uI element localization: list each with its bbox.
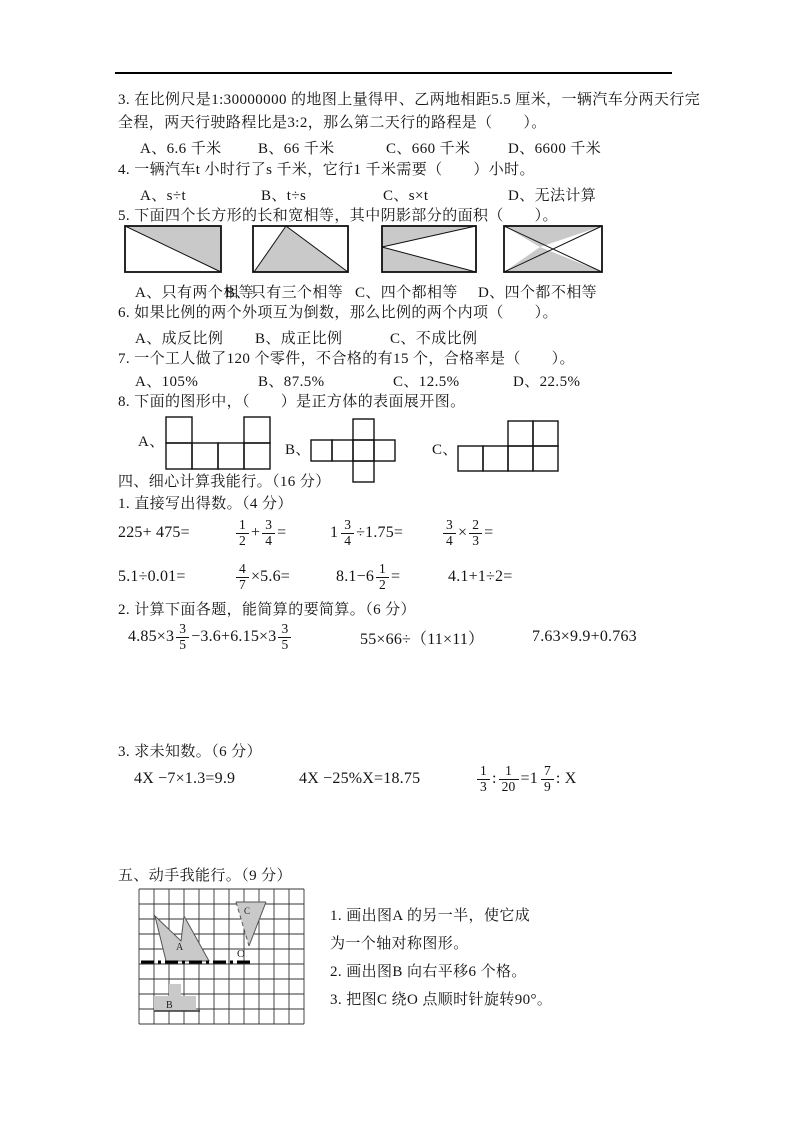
- q3-option-a: A、6.6 千米: [140, 141, 222, 157]
- q5-line1: 5. 下面四个长方形的长和宽相等，其中阴影部分的面积（ ）。: [118, 208, 558, 224]
- section4-title: 四、细心计算我能行。（16 分）: [118, 474, 331, 490]
- instruction-1a: 1. 画出图A 的另一半，使它成: [330, 908, 531, 924]
- q7-options: [118, 370, 718, 392]
- calc-row-1: [118, 512, 758, 554]
- q3-option-c: C、660 千米: [386, 141, 471, 157]
- shape-c: [236, 902, 266, 946]
- instruction-3: 3. 把图C 绕O 点顺时针旋转90°。: [330, 992, 553, 1008]
- shape-a: [155, 916, 209, 961]
- grid-figure: [138, 888, 305, 1025]
- q7-option-a: A、105%: [135, 374, 199, 390]
- q5-option-c: C、四个都相等: [355, 285, 458, 301]
- unknowns-row: [118, 758, 758, 800]
- q8-net-a-figure: [165, 416, 271, 470]
- q4-option-c: C、s×t: [383, 188, 429, 204]
- shape-b: [154, 984, 200, 1011]
- calc-row-2: [118, 556, 758, 598]
- q4-option-a: A、s÷t: [140, 188, 187, 204]
- q5-rect-4: [504, 226, 602, 272]
- expression-485: 4.85×3 $\frac{3}{5}$ −3.6+6.15×3 $\frac{3}{5}$: [128, 616, 293, 658]
- equation-proportion: $\frac{1}{3}$ : $\frac{1}{20}$ = 1 $\frac{7}{9}$ : X: [475, 758, 577, 800]
- shape-a-label: A: [176, 942, 184, 953]
- shape-c-label: C: [244, 906, 251, 916]
- q8-line1: 8. 下面的图形中，（ ）是正方体的表面展开图。: [118, 394, 466, 410]
- equation-half-plus: $\frac{1}{2}$ + $\frac{3}{4}$ =: [234, 512, 286, 554]
- q6-option-b: B、成正比例: [255, 331, 343, 347]
- q5-rectangles-figure: [124, 225, 604, 275]
- q5-rect-1: [125, 226, 221, 272]
- q8-net-b-label: B、: [285, 442, 311, 458]
- q6-option-c: C、不成比例: [390, 331, 478, 347]
- q5-option-a: A、只有两个相等: [135, 285, 255, 301]
- q8-net-a-label: A、: [138, 434, 165, 450]
- equation-5-1-div: 5.1÷0.01=: [118, 568, 186, 585]
- equation-4-7-times: $\frac{4}{7}$ ×5.6=: [234, 556, 290, 598]
- equation-4x-1: 4X −7×1.3=9.9: [134, 770, 236, 787]
- q7-option-c: C、12.5%: [393, 374, 460, 390]
- q5-option-b: B、只有三个相等: [225, 285, 344, 301]
- instruction-1b: 为一个轴对称图形。: [330, 936, 469, 952]
- q5-rect-3: [382, 226, 476, 272]
- q6-line1: 6. 如果比例的两个外项互为倒数，那么比例的两个内项（ ）。: [118, 305, 558, 321]
- equation-4-1-plus: 4.1+1÷2=: [448, 568, 513, 585]
- section4-sub3: 3. 求未知数。（6 分）: [118, 744, 262, 760]
- equation-frac-times: $\frac{3}{4}$ × $\frac{2}{3}$ =: [441, 512, 493, 554]
- q3-line2: 全程，两天行驶路程比是3:2，那么第二天行的路程是（ ）。: [118, 115, 547, 131]
- q5-rect-2: [253, 226, 348, 272]
- calc-row-3: [125, 616, 765, 658]
- q4-option-b: B、t÷s: [261, 188, 307, 204]
- shape-b-label: B: [166, 1000, 173, 1011]
- instruction-2: 2. 画出图B 向右平移6 个格。: [330, 964, 527, 980]
- section5-title: 五、动手我能行。（9 分）: [118, 868, 292, 884]
- q4-options: [118, 184, 718, 206]
- q3-line1: 3. 在比例尺是1:30000000 的地图上量得甲、乙两地相距5.5 厘米，一辆汽车分两天行完: [118, 92, 701, 108]
- q3-option-b: B、66 千米: [258, 141, 335, 157]
- q8-net-c-figure: [457, 420, 559, 472]
- equation-8-1-minus: 8.1−6 $\frac{1}{2}$ =: [336, 560, 401, 592]
- q4-line1: 4. 一辆汽车t 小时行了s 千米，它行1 千米需要（ ）小时。: [118, 162, 535, 178]
- equation-4x-2: 4X −25%X=18.75: [299, 770, 421, 787]
- q5-options: [118, 281, 718, 303]
- section4-sub1: 1. 直接写出得数。（4 分）: [118, 496, 293, 512]
- q3-option-d: D、6600 千米: [508, 141, 602, 157]
- section4-sub2: 2. 计算下面各题，能简算的要简算。（6 分）: [118, 602, 416, 618]
- q3-options: [118, 137, 718, 159]
- q8-net-c-label: C、: [432, 442, 458, 458]
- expression-763: 7.63×9.9+0.763: [532, 628, 637, 645]
- expression-55-66: 55×66÷（11×11）: [360, 630, 485, 648]
- rotation-point-o-label: O: [237, 948, 245, 960]
- q7-line1: 7. 一个工人做了120 个零件，不合格的有15 个，合格率是（ ）。: [118, 351, 575, 367]
- q4-option-d: D、无法计算: [508, 188, 597, 204]
- q5-option-d: D、四个都不相等: [478, 285, 598, 301]
- equation-mixed-div: 1 $\frac{3}{4}$ ÷1.75=: [330, 516, 404, 548]
- q7-option-d: D、22.5%: [513, 374, 581, 390]
- q6-options: [118, 327, 718, 349]
- equation-225-475: 225+ 475=: [118, 524, 190, 541]
- q7-option-b: B、87.5%: [258, 374, 325, 390]
- top-rule: [115, 72, 672, 74]
- q6-option-a: A、成反比例: [135, 331, 224, 347]
